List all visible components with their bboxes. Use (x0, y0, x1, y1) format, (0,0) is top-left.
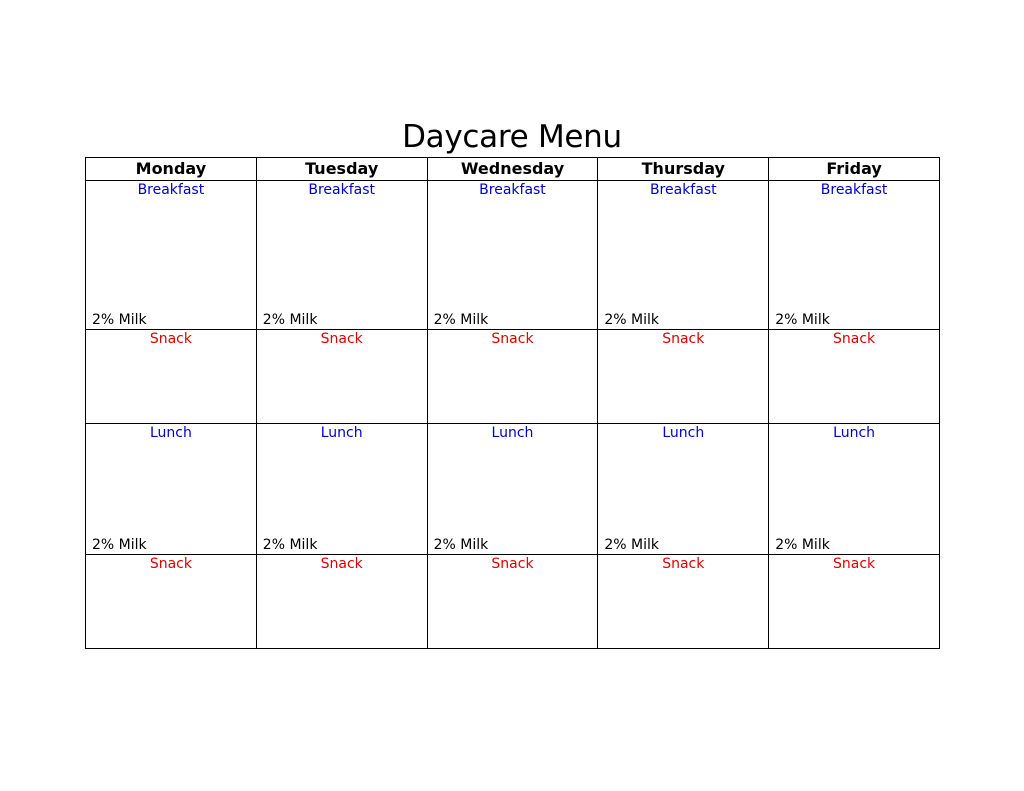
morning-snack-row (86, 330, 940, 424)
snack-label: Snack (320, 331, 363, 347)
menu-table (85, 157, 940, 649)
day-header-wednesday: Wednesday (427, 158, 598, 181)
lunch-cell-tuesday (256, 424, 427, 555)
snack-label: Snack (491, 556, 534, 572)
milk-text: 2% Milk (775, 312, 830, 328)
milk-text: 2% Milk (92, 537, 147, 553)
day-header-friday: Friday (769, 158, 940, 181)
breakfast-row (86, 181, 940, 330)
page-title: Daycare Menu (402, 119, 622, 155)
lunch-row (86, 424, 940, 555)
breakfast-cell-wednesday (427, 181, 598, 330)
morning-snack-cell-thursday (598, 330, 769, 424)
snack-label: Snack (320, 556, 363, 572)
morning-snack-cell-monday (86, 330, 257, 424)
snack-label: Snack (662, 556, 705, 572)
breakfast-label: Breakfast (479, 182, 546, 198)
breakfast-label: Breakfast (649, 182, 717, 198)
snack-label: Snack (149, 331, 192, 347)
lunch-label: Lunch (149, 425, 192, 441)
breakfast-cell-tuesday (256, 181, 427, 330)
snack-label: Snack (833, 556, 876, 572)
lunch-cell-monday (86, 424, 257, 555)
breakfast-label: Breakfast (308, 182, 376, 198)
milk-text: 2% Milk (433, 537, 489, 553)
milk-text: 2% Milk (262, 537, 318, 553)
morning-snack-cell-friday (769, 330, 940, 424)
afternoon-snack-cell-friday (769, 555, 940, 649)
afternoon-snack-row (86, 555, 940, 649)
afternoon-snack-cell-thursday (598, 555, 769, 649)
afternoon-snack-cell-monday (86, 555, 257, 649)
lunch-label: Lunch (320, 425, 363, 441)
afternoon-snack-cell-tuesday (256, 555, 427, 649)
breakfast-cell-thursday (598, 181, 769, 330)
lunch-cell-wednesday (427, 424, 598, 555)
snack-label: Snack (491, 331, 534, 347)
snack-label: Snack (662, 331, 705, 347)
lunch-cell-friday (769, 424, 940, 555)
milk-text: 2% Milk (604, 537, 660, 553)
day-header-thursday: Thursday (598, 158, 769, 181)
milk-text: 2% Milk (775, 537, 830, 553)
lunch-label: Lunch (833, 425, 876, 441)
snack-label: Snack (149, 556, 192, 572)
day-header-monday: Monday (86, 158, 257, 181)
breakfast-label: Breakfast (137, 182, 205, 198)
morning-snack-cell-wednesday (427, 330, 598, 424)
milk-text: 2% Milk (604, 312, 660, 328)
breakfast-cell-monday (86, 181, 257, 330)
milk-text: 2% Milk (262, 312, 318, 328)
milk-text: 2% Milk (433, 312, 489, 328)
snack-label: Snack (833, 331, 876, 347)
lunch-cell-thursday (598, 424, 769, 555)
day-header-tuesday: Tuesday (256, 158, 427, 181)
breakfast-cell-friday (769, 181, 940, 330)
breakfast-label: Breakfast (820, 182, 888, 198)
day-header-row (86, 158, 940, 181)
lunch-label: Lunch (491, 425, 534, 441)
milk-text: 2% Milk (92, 312, 147, 328)
afternoon-snack-cell-wednesday (427, 555, 598, 649)
morning-snack-cell-tuesday (256, 330, 427, 424)
lunch-label: Lunch (662, 425, 705, 441)
